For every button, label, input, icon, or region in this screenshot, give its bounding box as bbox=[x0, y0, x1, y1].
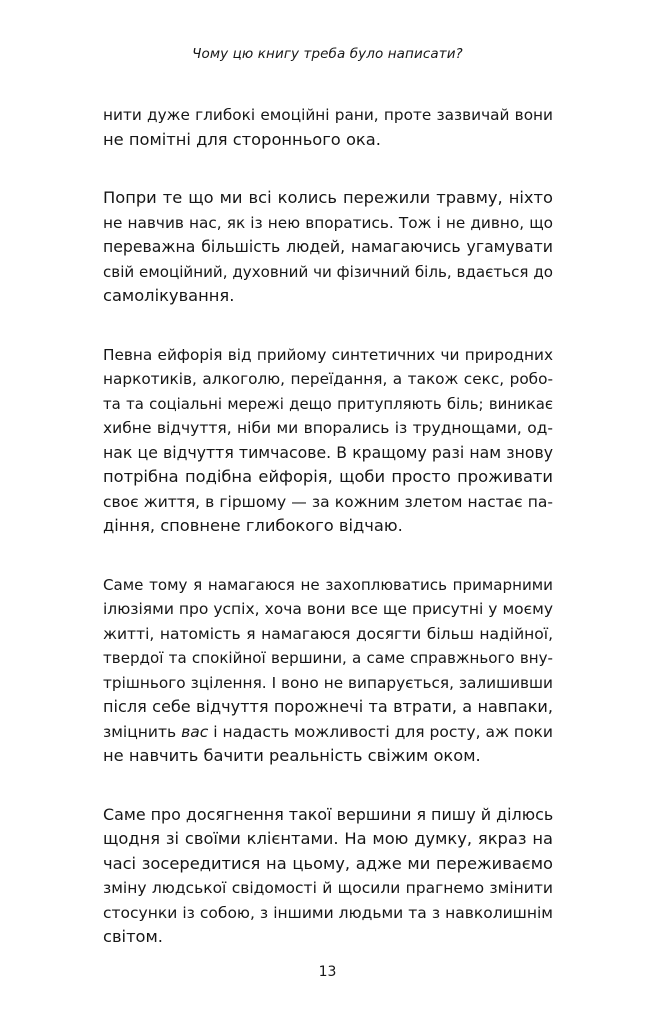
paragraph-5 bbox=[103, 803, 553, 950]
text-line: ілюзіями про успіх, хоча вони все ще присутні у моєму bbox=[103, 600, 553, 618]
text-line: Певна ейфорія від прийому синтетичних чи природних bbox=[103, 345, 553, 364]
text-line: самолікування. bbox=[103, 286, 235, 305]
text-line: стосунки із собою, з іншими людьми та з навколишнім bbox=[103, 903, 553, 922]
text-line: не навчив нас, як із нею впоратись. Тож і не дивно, що bbox=[103, 213, 553, 232]
running-header: Чому цю книгу треба було написати? bbox=[192, 46, 463, 62]
text-line: твердої та спокійної вершини, а саме справжнього вну- bbox=[103, 649, 553, 667]
emphasis: вас bbox=[181, 722, 209, 741]
text-line: нити дуже глибокі емоційні рани, проте зазвичай вони bbox=[103, 106, 553, 124]
text-line: та та соціальні мережі дещо притупляють біль; виникає bbox=[103, 394, 553, 413]
paragraph-3 bbox=[103, 343, 553, 539]
text-line: діння, сповнене глибокого відчаю. bbox=[103, 516, 403, 535]
paragraph-1 bbox=[103, 103, 553, 152]
text-line: не навчить бачити реальність свіжим оком. bbox=[103, 746, 481, 765]
text-line: зміцнить вас і надасть можливості для росту, аж поки bbox=[103, 722, 553, 741]
paragraph-2 bbox=[103, 186, 553, 309]
text-line: трішнього зцілення. І воно не випарується, залишивши bbox=[103, 673, 553, 692]
text-line: потрібна подібна ейфорія, щоби просто проживати bbox=[103, 467, 553, 486]
text-line: часі зосередитися на цьому, адже ми переживаємо bbox=[103, 853, 553, 873]
page-number: 13 bbox=[318, 964, 337, 980]
text-line: наркотиків, алкоголю, переїдання, а також секс, робо- bbox=[103, 370, 553, 388]
text-line: житті, натомість я намагаюся досягти більш надійної, bbox=[103, 624, 553, 643]
text-line: хибне відчуття, ніби ми впорались із труднощами, од- bbox=[103, 419, 553, 437]
text-line: після себе відчуття порожнечі та втрати, а навпаки, bbox=[103, 697, 553, 716]
text-line: світом. bbox=[103, 927, 163, 946]
text-line: зміну людської свідомості й щосили прагнемо змінити bbox=[103, 879, 553, 897]
text-line: не помітні для стороннього ока. bbox=[103, 129, 381, 149]
text-line: Саме про досягнення такої вершини я пишу й ділюсь bbox=[103, 804, 554, 824]
text-line: переважна більшість людей, намагаючись угамувати bbox=[103, 237, 553, 256]
text-line: щодня зі своїми клієнтами. На мою думку, якраз на bbox=[103, 829, 553, 848]
text-line: свій емоційний, духовний чи фізичний біль, вдається до bbox=[103, 262, 553, 281]
text-line: Саме тому я намагаюся не захоплюватись примарними bbox=[103, 575, 553, 594]
text-line: Попри те що ми всі колись пережили травму, ніхто bbox=[103, 188, 553, 207]
page-body-text bbox=[103, 103, 553, 984]
text-line: нак це відчуття тимчасове. В кращому разі нам знову bbox=[103, 442, 553, 462]
paragraph-4 bbox=[103, 573, 553, 769]
text-line: своє життя, в гіршому — за кожним злетом настає па- bbox=[103, 492, 553, 511]
